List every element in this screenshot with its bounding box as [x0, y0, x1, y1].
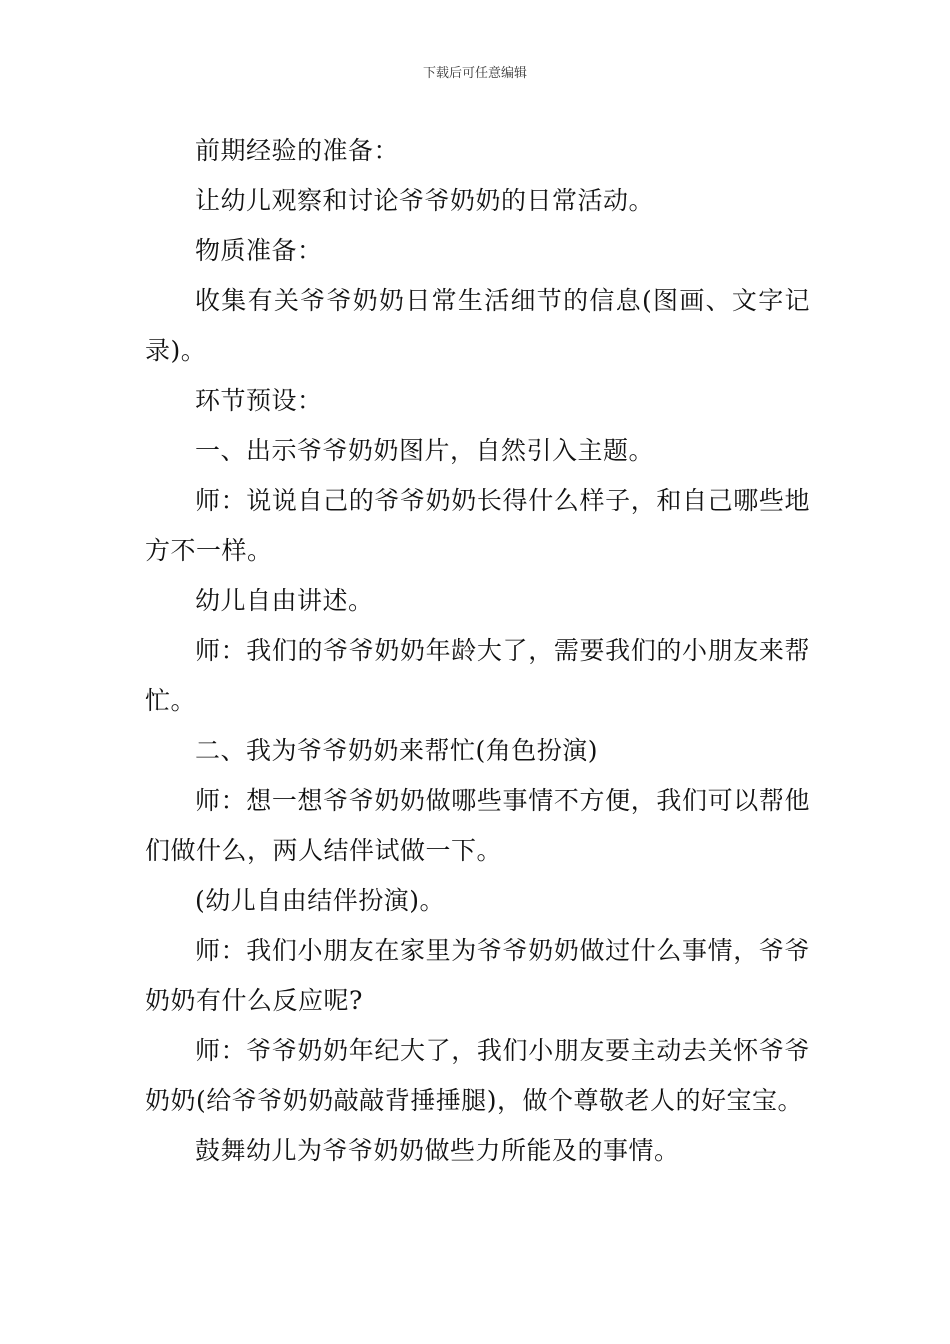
page-header-note: 下载后可任意编辑	[422, 66, 527, 81]
paragraph-teacher-question-2: 师：想一想爷爷奶奶做哪些事情不方便，我们可以帮他们做什么，两人结伴试做一下。	[145, 786, 810, 865]
paragraph-step-two: 二、我为爷爷奶奶来帮忙(角色扮演)	[195, 736, 599, 765]
paragraph-material-prep-heading: 物质准备：	[195, 236, 323, 265]
paragraph-teacher-question-3: 师：我们小朋友在家里为爷爷奶奶做过什么事情，爷爷奶奶有什么反应呢?	[145, 936, 810, 1015]
paragraph-experience-prep-content: 让幼儿观察和讨论爷爷奶奶的日常活动。	[195, 186, 655, 215]
paragraph-teacher-statement-1: 师：我们的爷爷奶奶年龄大了，需要我们的小朋友来帮忙。	[145, 636, 810, 715]
paragraph-encourage-children: 鼓舞幼儿为爷爷奶奶做些力所能及的事情。	[195, 1136, 680, 1165]
paragraph-children-roleplay: (幼儿自由结伴扮演)。	[195, 886, 446, 915]
paragraph-children-narrate: 幼儿自由讲述。	[195, 586, 374, 615]
paragraph-step-one: 一、出示爷爷奶奶图片，自然引入主题。	[195, 436, 655, 465]
paragraph-teacher-question-1: 师：说说自己的爷爷奶奶长得什么样子，和自己哪些地方不一样。	[145, 486, 810, 565]
paragraph-steps-heading: 环节预设：	[195, 386, 323, 415]
paragraph-material-prep-content: 收集有关爷爷奶奶日常生活细节的信息(图画、文字记录)。	[145, 286, 810, 365]
paragraph-teacher-statement-2: 师：爷爷奶奶年纪大了，我们小朋友要主动去关怀爷爷奶奶(给爷爷奶奶敲敲背捶捶腿)，做个尊敬老人的好宝宝。	[145, 1036, 810, 1115]
document-body	[145, 126, 810, 1176]
paragraph-experience-prep-heading: 前期经验的准备：	[195, 136, 400, 165]
